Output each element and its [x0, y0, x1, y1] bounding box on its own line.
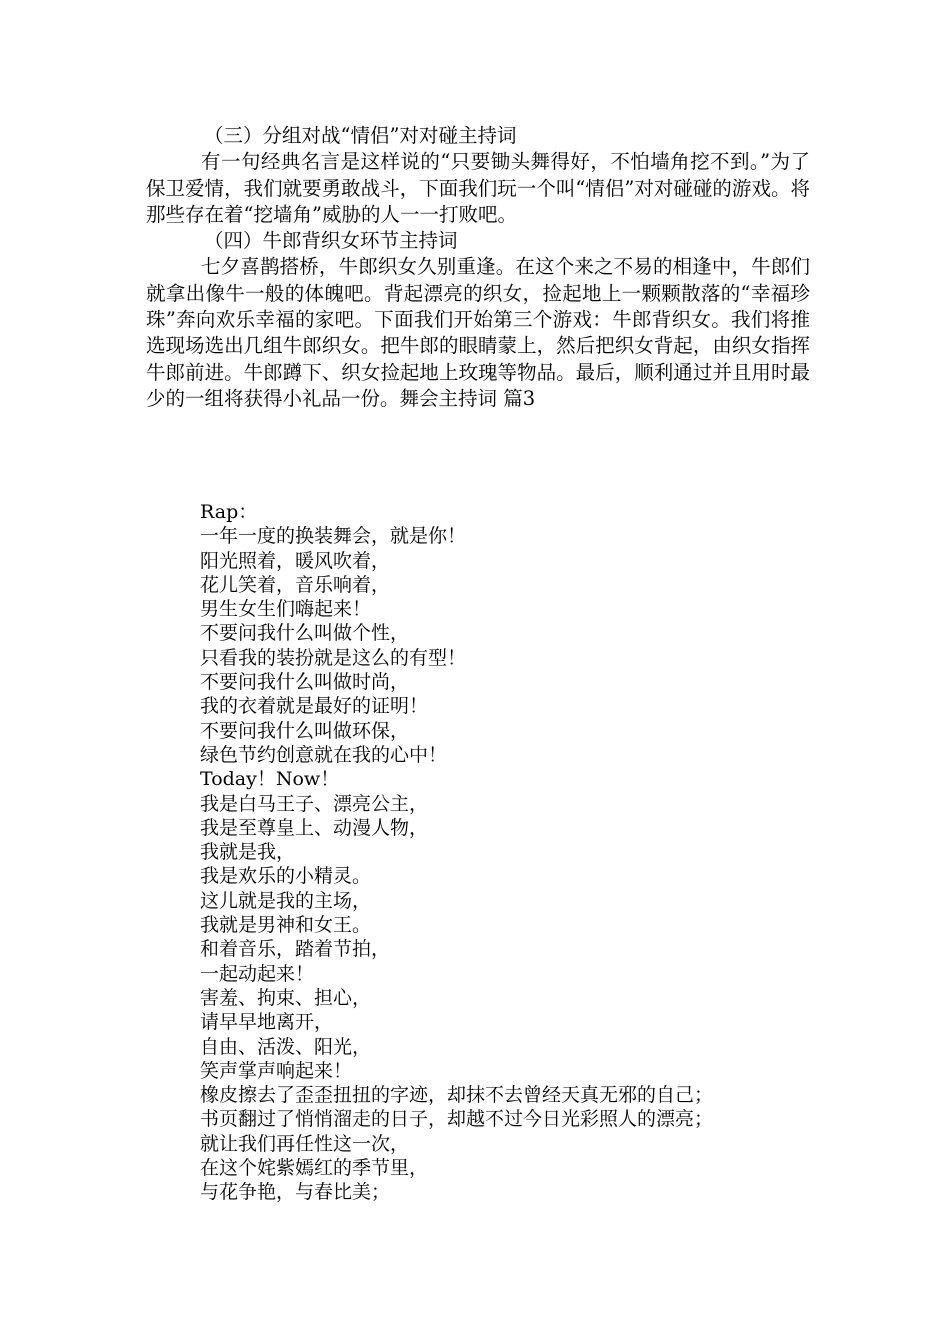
rap-line: 男生女生们嗨起来！	[200, 598, 372, 621]
rap-line: 我就是男神和女王。	[200, 914, 372, 937]
section-3-body: 有一句经典名言是这样说的“只要锄头舞得好，不怕墙角挖不到。”为了保卫爱情，我们就要勇敢战斗，下面我们玩一个叫“情侣”对对碰碰的游戏。将那些存在着“挖墙角”威胁的人一一打败吧。	[146, 150, 810, 226]
rap-line: 绿色节约创意就在我的心中！	[200, 743, 448, 766]
section-4-heading: （四）牛郎背织女环节主持词	[204, 229, 458, 253]
section-3-heading: （三）分组对战“情侣”对对碰主持词	[204, 124, 517, 147]
rap-line: 和着音乐，踏着节拍，	[200, 938, 391, 961]
host-script-sections	[146, 123, 810, 412]
rap-line: 这儿就是我的主场，	[200, 889, 372, 912]
rap-line: Today！Now！	[200, 768, 340, 791]
rap-line: 一起动起来！	[200, 962, 315, 985]
rap-line: 橡皮擦去了歪歪扭扭的字迹，却抹不去曾经天真无邪的自己；	[200, 1084, 714, 1107]
rap-line: 一年一度的换装舞会，就是你！	[200, 525, 467, 548]
rap-line: 我的衣着就是最好的证明！	[200, 695, 429, 718]
rap-line: 就让我们再任性这一次，	[200, 1132, 410, 1155]
rap-line: 自由、活泼、阳光，	[200, 1035, 372, 1058]
rap-line: 我是至尊皇上、动漫人物，	[200, 816, 429, 839]
rap-line: 只看我的装扮就是这么的有型！	[200, 646, 467, 669]
rap-line: 我就是我，	[200, 841, 296, 864]
rap-line: 不要问我什么叫做时尚，	[200, 671, 410, 694]
rap-line: 花儿笑着，音乐响着，	[200, 573, 391, 596]
rap-line: 害羞、拘束、担心，	[200, 986, 372, 1009]
rap-line: 在这个姹紫嫣红的季节里，	[200, 1157, 429, 1180]
rap-line: 书页翻过了悄悄溜走的日子，却越不过今日光彩照人的漂亮；	[200, 1108, 714, 1131]
rap-line: 不要问我什么叫做环保，	[200, 719, 410, 742]
rap-line: 与花争艳，与春比美；	[200, 1181, 391, 1204]
rap-line: 请早早地离开，	[200, 1011, 334, 1034]
rap-line: 我是欢乐的小精灵。	[200, 865, 372, 888]
rap-line: 我是白马王子、漂亮公主，	[200, 792, 429, 815]
rap-line: 不要问我什么叫做个性，	[200, 622, 410, 645]
rap-lyrics	[200, 500, 820, 1205]
rap-line: 阳光照着，暖风吹着，	[200, 549, 391, 572]
rap-line: Rap：	[200, 501, 258, 523]
section-4-body: 七夕喜鹊搭桥，牛郎织女久别重逢。在这个来之不易的相逢中，牛郎们就拿出像牛一般的体魄吧。背起漂亮的织女，捡起地上一颗颗散落的“幸福珍珠”奔向欢乐幸福的家吧。下面我们开始第三个游戏：牛郎背织女。我们将推选现场选出几组牛郎织女。把牛郎的眼睛蒙上，然后把织女背起，由织女指挥牛郎前进。牛郎蹲下、织女捡起地上玫瑰等物品。最后，顺利通过并且用时最少的一组将获得小礼品一份。舞会主持词 篇3	[146, 255, 810, 410]
rap-line: 笑声掌声响起来！	[200, 1059, 353, 1082]
